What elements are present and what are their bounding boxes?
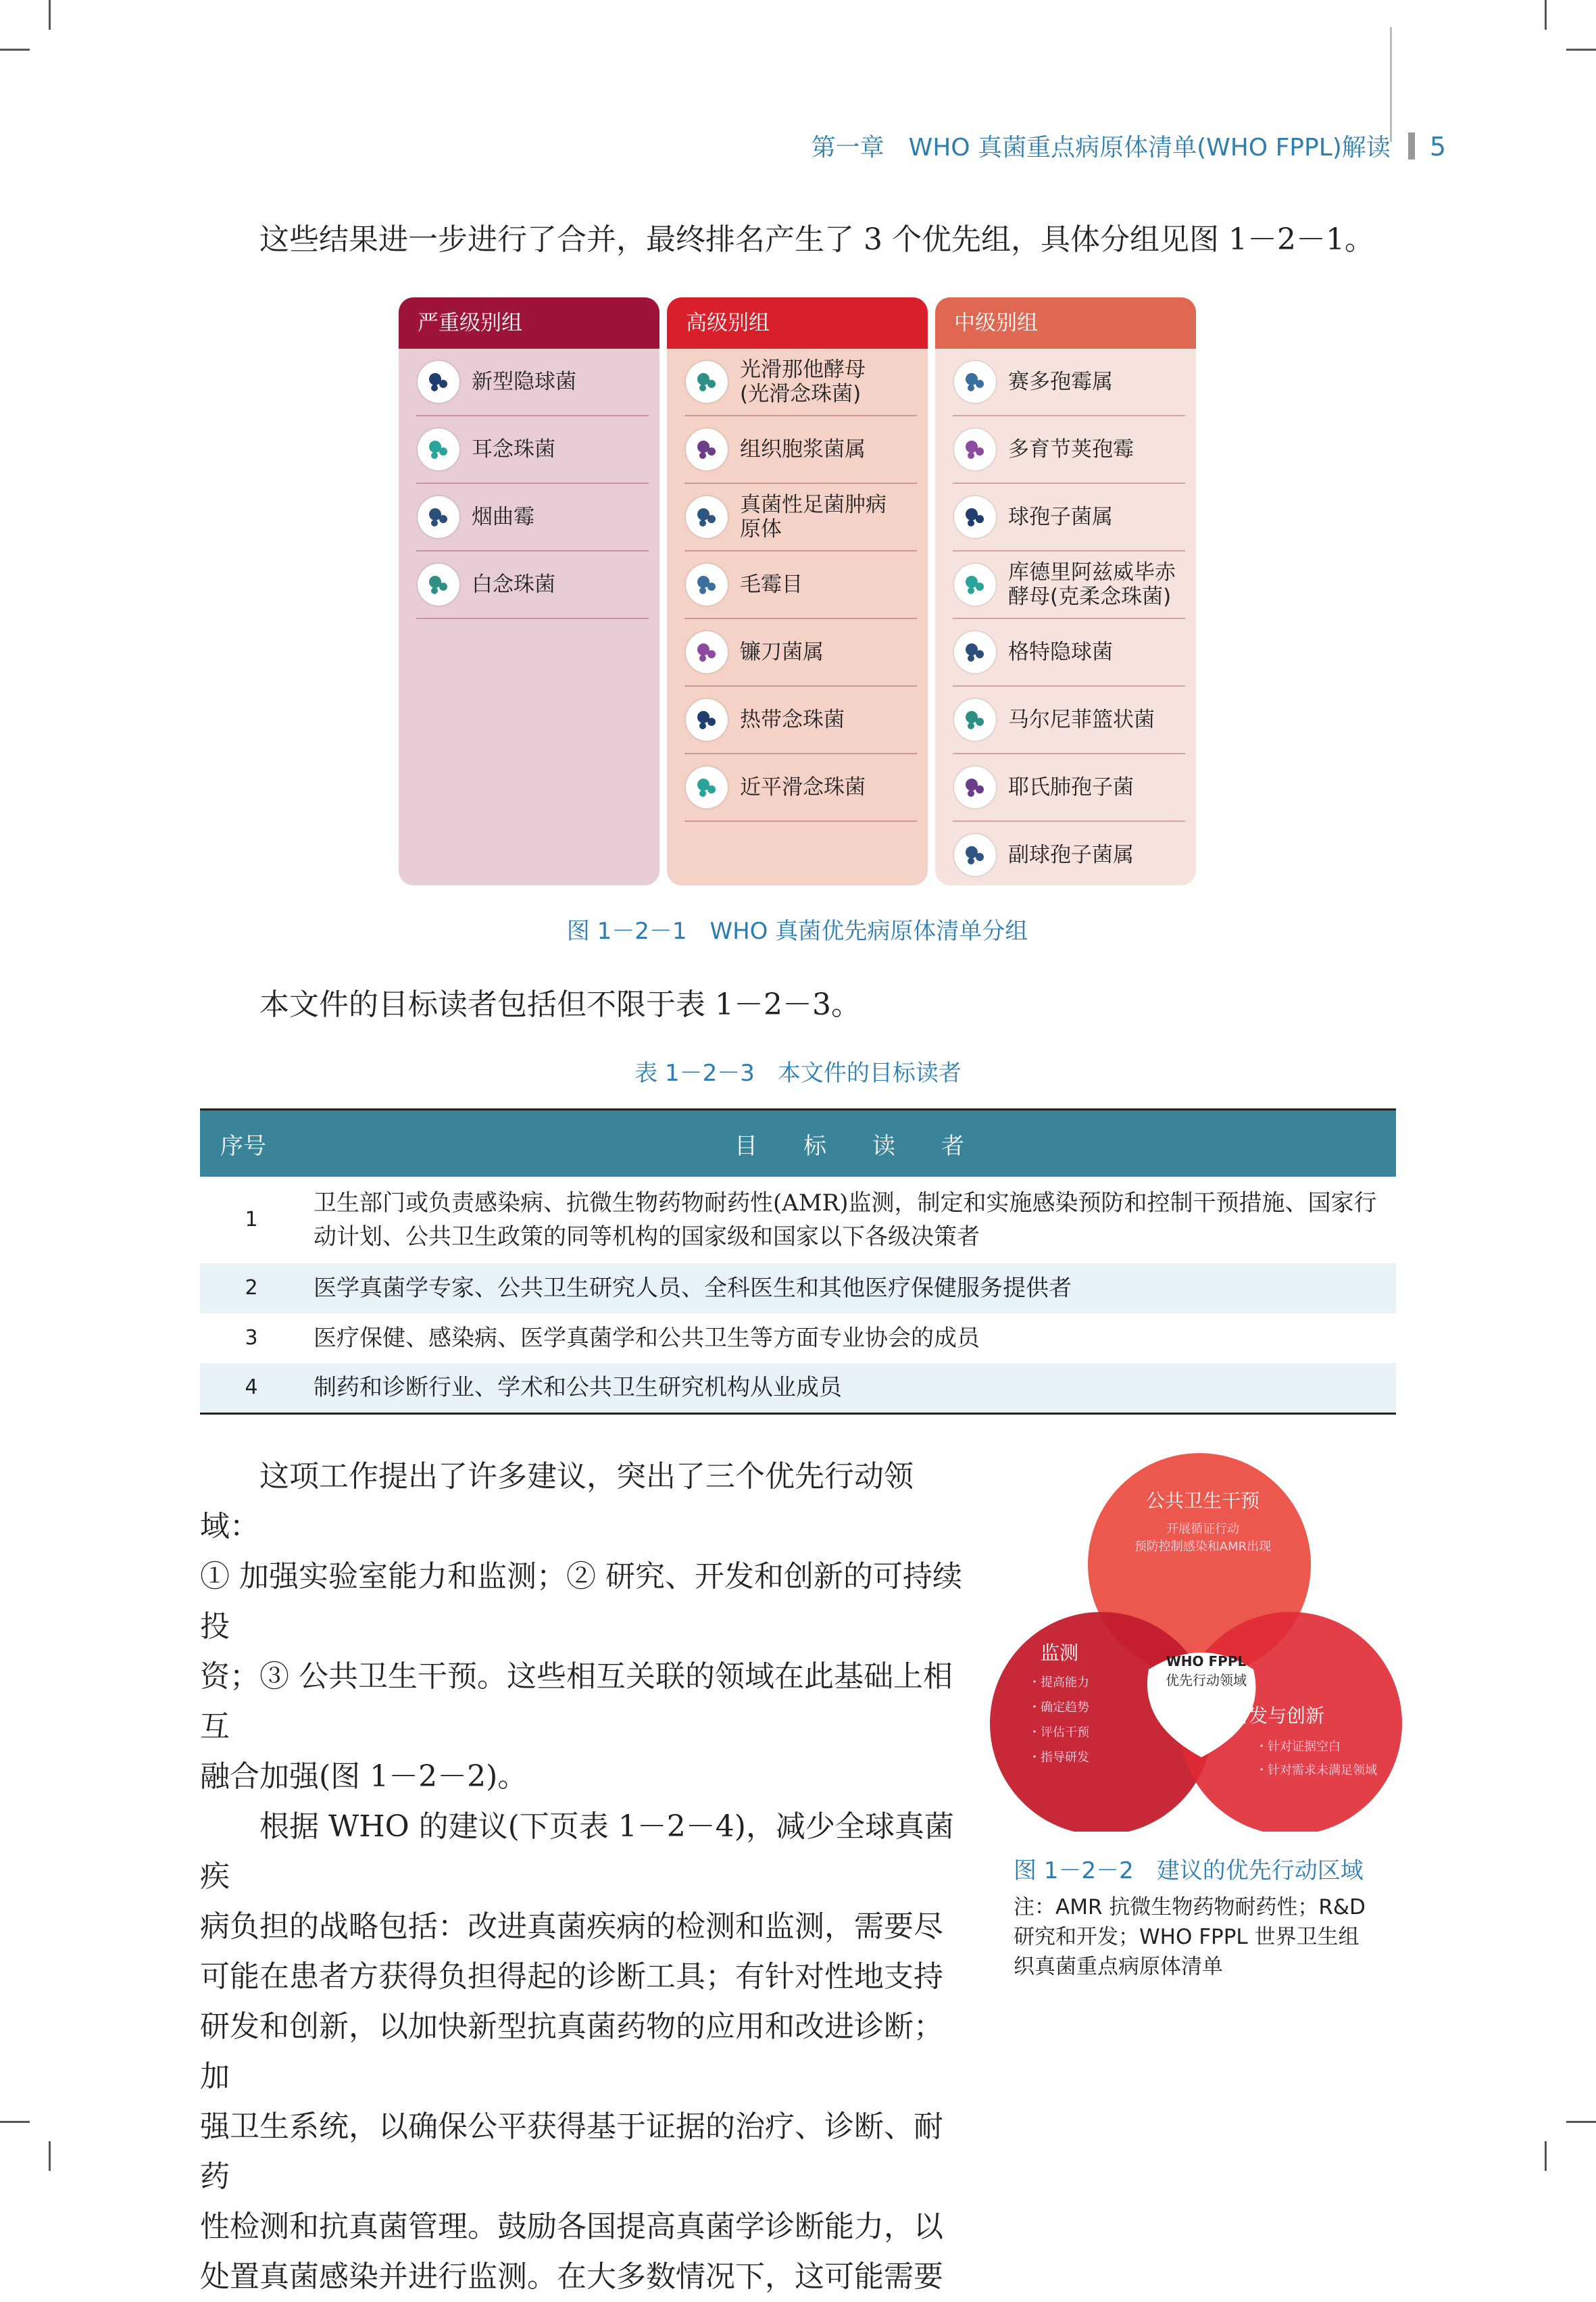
table-header-readers: 目 标 读 者 (303, 1110, 1396, 1177)
pathogen-name: 耶氏肺孢子菌 (1008, 775, 1134, 800)
crop-mark (1545, 0, 1547, 30)
venn-top-line: 预防控制感染和AMR出现 (1134, 1540, 1272, 1554)
body-line: 融合加强(图 1－2－2)。 (200, 1759, 528, 1794)
row-number: 2 (200, 1263, 303, 1313)
body-line: 处置真菌感染并进行监测。在大多数情况下，这可能需要 (200, 2259, 943, 2294)
figure2-caption: 图 1－2－2 建议的优先行动区域 (1014, 1857, 1364, 1884)
fungus-icon (954, 699, 996, 741)
venn-center-line1: WHO FPPL (1166, 1653, 1247, 1669)
crop-mark (0, 2121, 30, 2123)
row-number: 1 (245, 1208, 258, 1231)
body-line: 强卫生系统，以确保公平获得基于证据的治疗、诊断、耐药 (200, 2109, 943, 2194)
crop-mark (1566, 2121, 1596, 2123)
pathogen-name: 烟曲霉 (472, 505, 534, 529)
priority-group-column (935, 297, 1196, 885)
pathogen-name: 格特隐球菌 (1008, 640, 1113, 664)
pathogen-name: 毛霉目 (740, 572, 803, 597)
venn-right-title: 研发与创新 (1229, 1705, 1325, 1727)
table-header-num: 序号 (200, 1110, 303, 1177)
pathogen-name: 热带念珠菌 (740, 708, 845, 732)
pathogen-name: 镰刀菌属 (740, 640, 824, 664)
priority-group-title: 高级别组 (667, 297, 928, 349)
venn-left-line: ・确定趋势 (1028, 1700, 1089, 1715)
margin-rule (1390, 27, 1392, 142)
body-line: 研发和创新，以加快新型抗真菌药物的应用和改进诊断；加 (200, 2009, 943, 2094)
priority-group-title: 严重级别组 (399, 297, 659, 349)
venn-center-line2: 优先行动领域 (1166, 1672, 1247, 1688)
pathogen-item (684, 754, 917, 822)
pathogen-item (953, 484, 1185, 552)
fungus-icon (686, 564, 728, 606)
table-row (200, 1363, 1396, 1413)
pathogen-item (684, 349, 917, 416)
fungus-icon (686, 631, 728, 673)
fungus-icon (954, 428, 996, 470)
crop-mark (1566, 49, 1596, 51)
pathogen-name: 新型隐球菌 (472, 370, 576, 394)
fungus-icon (954, 834, 996, 876)
figure2-note (1014, 1892, 1392, 1982)
priority-group-title: 中级别组 (935, 297, 1196, 349)
fungus-icon (954, 361, 996, 403)
pathogen-name: 白念珠菌 (472, 572, 555, 597)
readers-table (200, 1108, 1396, 1415)
chapter-title: 第一章 WHO 真菌重点病原体清单(WHO FPPL)解读 (811, 134, 1391, 162)
note-line: 织真菌重点病原体清单 (1014, 1955, 1223, 1979)
fungus-icon (418, 496, 459, 538)
pathogen-item (953, 416, 1185, 484)
figure1-caption: 图 1－2－1 WHO 真菌优先病原体清单分组 (566, 918, 1028, 945)
crop-mark (1545, 2141, 1547, 2171)
row-text: 医学真菌学专家、公共卫生研究人员、全科医生和其他医疗保健服务提供者 (303, 1263, 1396, 1313)
fungus-icon (686, 699, 728, 741)
row-text: 制药和诊断行业、学术和公共卫生研究机构从业成员 (303, 1363, 1396, 1413)
pathogen-item (953, 822, 1185, 885)
pathogen-item (416, 552, 649, 619)
venn-left-title: 监测 (1041, 1642, 1079, 1664)
pathogen-item (953, 349, 1185, 416)
fungus-icon (686, 496, 728, 538)
pathogen-item (684, 687, 917, 754)
table-header-row (200, 1110, 1396, 1177)
row-text: 医疗保健、感染病、医学真菌学和公共卫生等方面专业协会的成员 (314, 1325, 980, 1352)
table-caption: 表 1－2－3 本文件的目标读者 (634, 1060, 962, 1087)
pathogen-name: 副球孢子菌属 (1008, 843, 1134, 867)
pathogen-name: 马尔尼菲篮状菌 (1008, 708, 1155, 732)
pathogen-item (416, 349, 649, 416)
pathogen-item (416, 416, 649, 484)
fungus-icon (954, 631, 996, 673)
pathogen-name: 近平滑念珠菌 (740, 775, 866, 800)
venn-top-title: 公共卫生干预 (1145, 1490, 1260, 1512)
venn-left-line: ・提高能力 (1028, 1675, 1089, 1690)
pathogen-name: 赛多孢霉属 (1008, 370, 1113, 394)
note-line: 研究和开发；WHO FPPL 世界卫生组 (1014, 1925, 1360, 1949)
row-number: 3 (245, 1326, 258, 1350)
pathogen-item (953, 552, 1185, 619)
intro-paragraph: 这些结果进一步进行了合并，最终排名产生了 3 个优先组，具体分组见图 1－2－1。 (259, 222, 1374, 257)
fungus-icon (418, 564, 459, 606)
body-line: ① 加强实验室能力和监测；② 研究、开发和创新的可持续投 (200, 1559, 962, 1644)
row-text: 卫生部门或负责感染病、抗微生物药物耐药性(AMR)监测，制定和实施感染预防和控制干预措施、国家行动计划、公共卫生政策的同等机构的国家级和国家以下各级决策者 (314, 1190, 1377, 1250)
crop-mark (49, 2141, 51, 2171)
fungus-icon (954, 496, 996, 538)
venn-right-line: ・针对证据空白 (1255, 1740, 1341, 1754)
priority-groups-figure (399, 297, 1196, 885)
crop-mark (49, 0, 51, 30)
body-text (200, 1452, 970, 2302)
fungus-icon (418, 361, 459, 403)
body-line: 资；③ 公共卫生干预。这些相互关联的领域在此基础上相互 (200, 1659, 953, 1744)
readers-intro: 本文件的目标读者包括但不限于表 1－2－3。 (259, 987, 861, 1022)
row-number: 4 (200, 1363, 303, 1413)
pathogen-item (416, 484, 649, 552)
body-line: 病负担的战略包括：改进真菌疾病的检测和监测，需要尽 (200, 1909, 943, 1944)
venn-left-line: ・评估干预 (1028, 1725, 1089, 1740)
body-line: 性检测和抗真菌管理。鼓励各国提高真菌学诊断能力，以 (200, 2209, 943, 2244)
pathogen-name: 光滑那他酵母 (光滑念珠菌) (740, 358, 866, 406)
pathogen-item (953, 754, 1185, 822)
crop-mark (0, 49, 30, 51)
fungus-icon (686, 766, 728, 808)
pathogen-item (684, 552, 917, 619)
fungus-icon (954, 564, 996, 606)
pathogen-item (953, 619, 1185, 687)
body-line: 根据 WHO 的建议(下页表 1－2－4)，减少全球真菌疾 (200, 1809, 954, 1894)
fungus-icon (954, 766, 996, 808)
priority-group-column (667, 297, 928, 885)
pathogen-item (684, 619, 917, 687)
venn-right-line: ・针对需求未满足领域 (1255, 1763, 1377, 1778)
body-line: 这项工作提出了许多建议，突出了三个优先行动领域： (200, 1459, 914, 1544)
priority-group-column (399, 297, 659, 885)
table-row (200, 1263, 1396, 1313)
pathogen-item (953, 687, 1185, 754)
fungus-icon (686, 361, 728, 403)
table-row (200, 1177, 1396, 1263)
fungus-icon (686, 428, 728, 470)
fungus-icon (418, 428, 459, 470)
pathogen-name: 耳念珠菌 (472, 437, 555, 462)
pathogen-name: 库德里阿兹威毕赤 酵母(克柔念珠菌) (1008, 560, 1176, 609)
pathogen-item (684, 416, 917, 484)
venn-top-line: 开展循证行动 (1166, 1522, 1239, 1536)
pathogen-item (684, 484, 917, 552)
pathogen-name: 多育节荚孢霉 (1008, 437, 1134, 462)
priority-areas-venn (987, 1453, 1405, 1832)
pathogen-name: 球孢子菌属 (1008, 505, 1113, 529)
pathogen-name: 组织胞浆菌属 (740, 437, 866, 462)
header-divider (1408, 132, 1415, 160)
venn-left-line: ・指导研发 (1028, 1750, 1089, 1765)
pathogen-name: 真菌性足菌肿病 原体 (740, 493, 887, 541)
running-header (770, 128, 1446, 163)
body-line: 可能在患者方获得负担得起的诊断工具；有针对性地支持 (200, 1959, 943, 1994)
note-line: 注：AMR 抗微生物药物耐药性；R&D (1014, 1895, 1366, 1919)
table-row (200, 1313, 1396, 1363)
page-number: 5 (1429, 132, 1446, 162)
